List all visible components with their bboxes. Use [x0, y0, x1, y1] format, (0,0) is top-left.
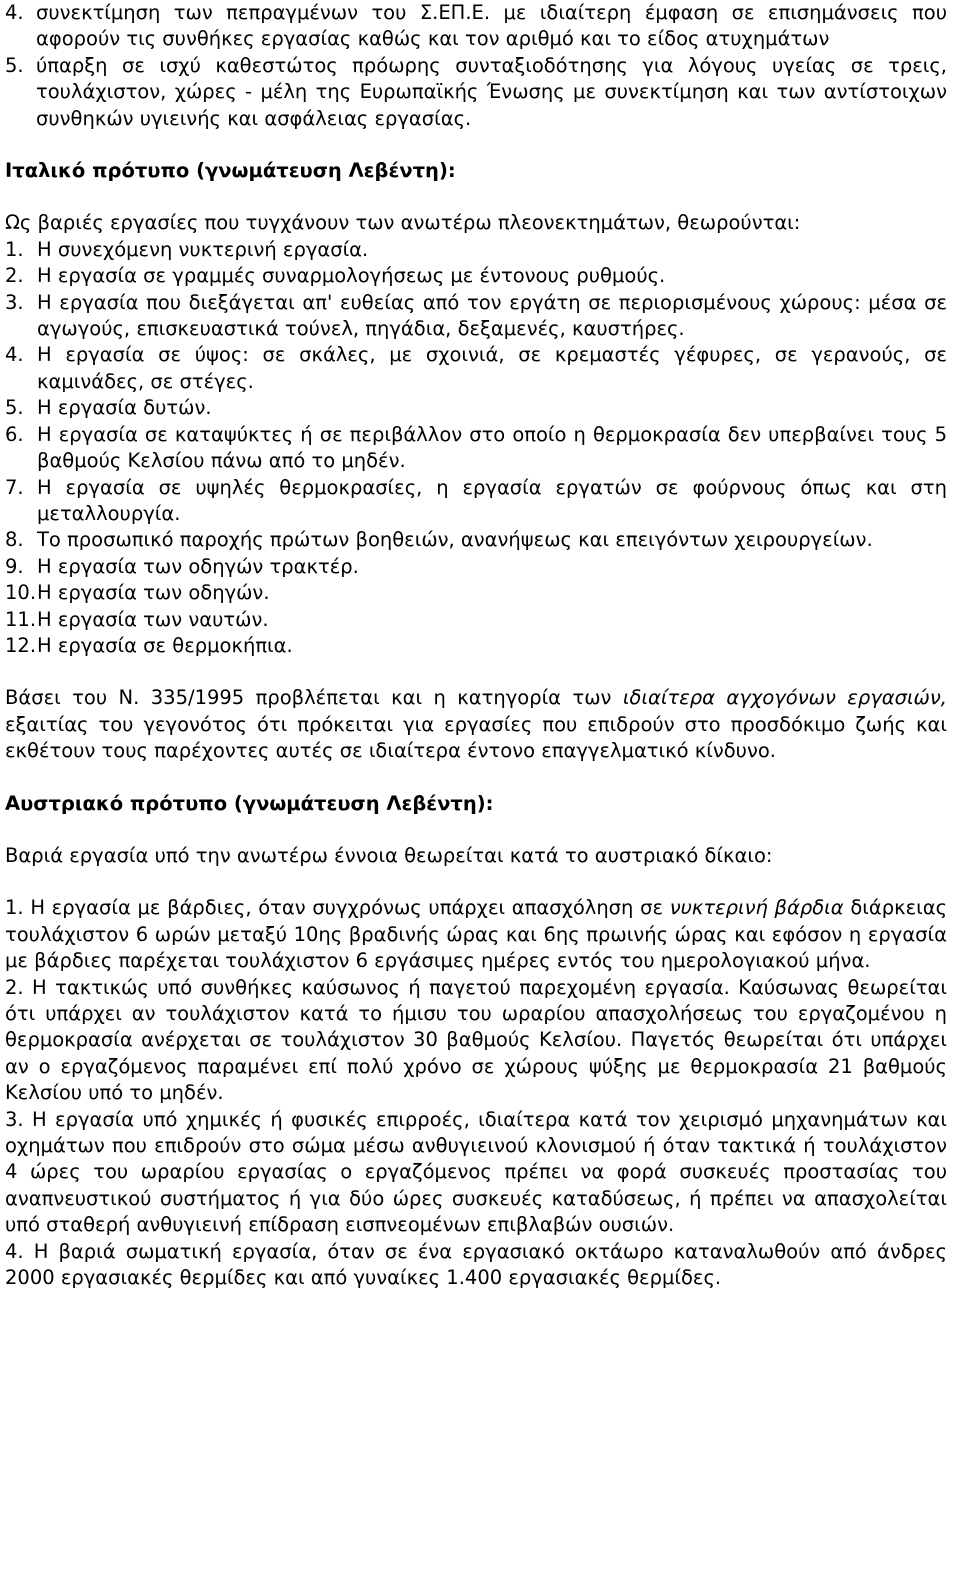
- list-text: Η εργασία των ναυτών.: [37, 607, 269, 631]
- list-item: [5, 263, 947, 289]
- list-number: 8.: [5, 528, 24, 552]
- list-item: [5, 475, 947, 528]
- item-text-after: διάρκειας τουλάχιστον 6 ωρών μεταξύ 10ης βραδινής ώρας και 6ης πρωινής ώρας και εφόσον η εργασία με βάρδιες παρέχεται τουλάχιστον 6 εργάσιμες ημέρες εντός του ημερολογιακού μήνα.: [5, 896, 948, 973]
- item-text-italic: νυκτερινή βάρδια: [669, 896, 844, 920]
- law-text-before: Βάσει του Ν. 335/1995 προβλέπεται και η κατηγορία των: [5, 686, 623, 710]
- law-text-after: εξαιτίας του γεγονότος ότι πρόκειται για εργασίες που επιδρούν στο προσδόκιμο ζωής και εκθέτουν τους παρέχοντες αυτές σε ιδιαίτερα έντονο επαγγελματικό κίνδυνο.: [5, 712, 947, 763]
- list-text: Η εργασία των οδηγών.: [37, 581, 270, 605]
- list-item: [5, 554, 947, 580]
- list-number: 1.: [5, 237, 24, 261]
- list-text: Η εργασία που διεξάγεται απ' ευθείας από τον εργάτη σε περιορισμένους χώρους: μέσα σε αγωγούς, επισκευαστικά τούνελ, πηγάδια, δεξαμενές, καυστήρες.: [37, 290, 947, 341]
- list-number: 10.: [5, 581, 37, 605]
- list-number: 4.: [5, 1, 24, 24]
- top-list: [5, 0, 947, 132]
- austrian-item-3: [5, 1107, 947, 1239]
- list-item: [5, 422, 947, 475]
- list-number: 12.: [5, 633, 37, 657]
- list-text: συνεκτίμηση των πεπραγμένων του Σ.ΕΠ.Ε. με ιδιαίτερη έμφαση σε επισημάνσεις που αφορούν τις συνθήκες εργασίας καθώς και τον αριθμό και το είδος ατυχημάτων: [36, 1, 947, 51]
- italian-intro: Ως βαριές εργασίες που τυγχάνουν των ανωτέρω πλεονεκτημάτων, θεωρούνται:: [5, 211, 801, 235]
- list-text: Η εργασία των οδηγών τρακτέρ.: [37, 554, 359, 578]
- list-text: Η εργασία σε υψηλές θερμοκρασίες, η εργασία εργατών σε φούρνους όπως και στη μεταλλουργία.: [37, 475, 947, 525]
- law-text-italic: ιδιαίτερα αγχογόνων εργασιών,: [622, 686, 947, 710]
- list-item: [5, 53, 947, 132]
- austrian-item-4: [5, 1239, 947, 1292]
- list-item: [5, 290, 947, 343]
- list-text: Η εργασία σε καταψύκτες ή σε περιβάλλον στο οποίο η θερμοκρασία δεν υπερβαίνει τους 5 βαθμούς Κελσίου πάνω από το μηδέν.: [37, 422, 947, 473]
- list-item: [5, 607, 947, 633]
- austrian-intro: Βαριά εργασία υπό την ανωτέρω έννοια θεωρείται κατά το αυστριακό δίκαιο:: [5, 843, 773, 867]
- austrian-item-2: [5, 975, 947, 1107]
- list-number: 11.: [5, 607, 37, 631]
- list-number: 2.: [5, 975, 24, 999]
- item-text: Η βαριά σωματική εργασία, όταν σε ένα εργασιακό οκτάωρο καταναλωθούν από άνδρες 2000 εργασιακές θερμίδες και από γυναίκες 1.400 εργασιακές θερμίδες.: [5, 1239, 947, 1290]
- list-number: 4.: [5, 1239, 24, 1263]
- list-item: [5, 0, 947, 53]
- austrian-item-1: [5, 895, 947, 974]
- list-number: 9.: [5, 554, 24, 578]
- list-item: [5, 633, 947, 659]
- italian-list: [5, 237, 947, 660]
- italian-heading: Ιταλικό πρότυπο (γνωμάτευση Λεβέντη):: [5, 159, 456, 183]
- list-number: 7.: [5, 475, 24, 499]
- austrian-heading: Αυστριακό πρότυπο (γνωμάτευση Λεβέντη):: [5, 791, 494, 815]
- list-number: 6.: [5, 422, 24, 446]
- list-text: Η εργασία σε ύψος: σε σκάλες, με σχοινιά, σε κρεμαστές γέφυρες, σε γερανούς, σε καμινάδες, σε στέγες.: [37, 343, 947, 393]
- item-text: Η τακτικώς υπό συνθήκες καύσωνος ή παγετού παρεχομένη εργασία. Καύσωνας θεωρείται ότι υπάρχει αν τουλάχιστον κατά το ήμισυ του ωραρίου απασχολήσεως του εργαζομένου η θερμοκρασία ανέρχεται σε τουλάχιστον 30 βαθμούς Κελσίου. Παγετός θεωρείται ότι υπάρχει αν ο εργαζόμενος παραμένει επί πολύ χρόνο σε χώρους ψύξης με θερμοκρασία 21 βαθμούς Κελσίου υπό το μηδέν.: [5, 975, 947, 1105]
- list-number: 1.: [5, 896, 24, 920]
- list-number: 2.: [5, 264, 24, 288]
- list-text: Η εργασία δυτών.: [37, 396, 212, 420]
- item-text: Η εργασία υπό χημικές ή φυσικές επιρροές, ιδιαίτερα κατά τον χειρισμό μηχανημάτων και οχημάτων που επιδρούν στο σώμα μέσω ανθυγιεινού κλονισμού ή όταν τακτικά ή τουλάχιστον 4 ώρες του ωραρίου εργασίας ο εργαζόμενος πρέπει να φορά συσκευές προστασίας του αναπνευστικού συστήματος ή για δύο ώρες συσκευές καταδύσεως, ή πρέπει να απασχολείται υπό σταθερή ανθυγιεινή επίδραση εισπνεομένων επιβλαβών ουσιών.: [5, 1107, 948, 1237]
- list-number: 4.: [5, 343, 24, 367]
- list-number: 3.: [5, 290, 24, 314]
- list-item: [5, 395, 947, 421]
- list-item: [5, 342, 947, 395]
- list-text: ύπαρξη σε ισχύ καθεστώτος πρόωρης συνταξιοδότησης για λόγους υγείας σε τρεις, τουλάχιστον, χώρες - μέλη της Ευρωπαϊκής Ένωσης με συνεκτίμηση και των αντίστοιχων συνθηκών υγιεινής και ασφάλειας εργασίας.: [36, 53, 947, 130]
- list-item: [5, 237, 947, 263]
- list-number: 3.: [5, 1107, 24, 1131]
- law-paragraph: [5, 685, 947, 764]
- list-text: Η εργασία σε θερμοκήπια.: [37, 633, 293, 657]
- list-text: Η εργασία σε γραμμές συναρμολογήσεως με έντονους ρυθμούς.: [37, 264, 666, 288]
- list-item: [5, 527, 947, 553]
- list-text: Η συνεχόμενη νυκτερινή εργασία.: [37, 237, 369, 261]
- list-number: 5.: [5, 396, 24, 420]
- item-text-before: Η εργασία με βάρδιες, όταν συγχρόνως υπάρχει απασχόληση σε: [30, 896, 670, 920]
- list-text: Το προσωπικό παροχής πρώτων βοηθειών, ανανήψεως και επειγόντων χειρουργείων.: [37, 528, 873, 552]
- list-item: [5, 580, 947, 606]
- list-number: 5.: [5, 53, 24, 77]
